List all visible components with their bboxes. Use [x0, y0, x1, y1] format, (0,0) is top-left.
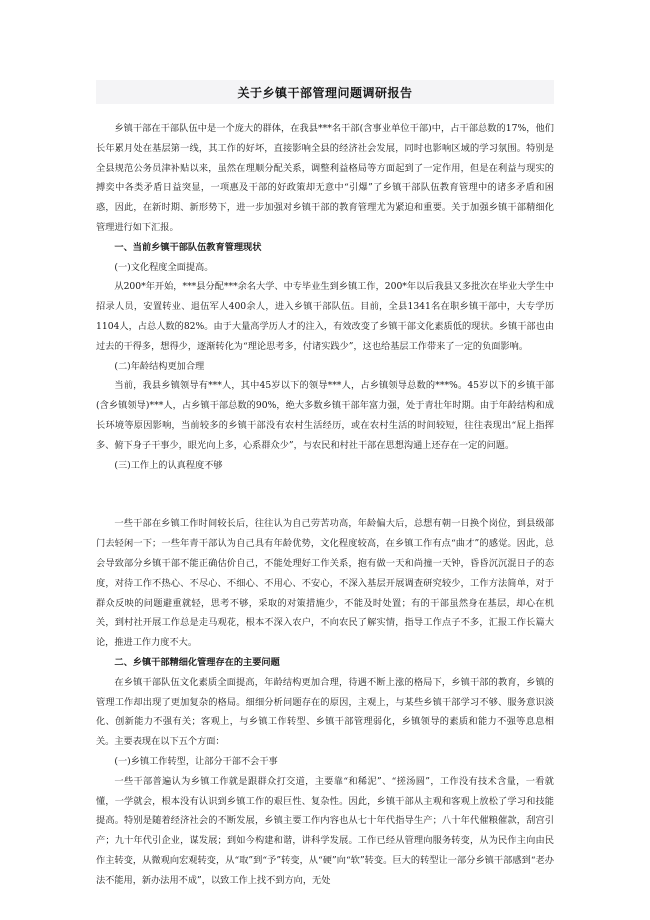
subheading-1-1: (一)文化程度全面提高。 [114, 261, 214, 273]
subheading-2-1: (一)乡镇工作转型，让部分干部不会干事 [114, 755, 278, 767]
section-heading-2: 二、乡镇干部精细化管理存在的主要问题 [114, 656, 280, 668]
subheading-1-2: (二)年龄结构更加合理 [114, 360, 205, 372]
body-paragraph: 一些干部普遍认为乡镇工作就是跟群众打交道，主要靠“和稀泥”、“搓汤圆”，工作没有技术含量，一看就懂，一学就会，根本没有认识到乡镇工作的艰巨性、复杂性。因此，乡镇干部从主观和客观上放松了学习和技能提高。特别是随着经济社会的不断发展，乡镇主要工作内容也从七十年代指导生产；八十年代催粮催款，刮宫引产；九十年代引企业，谋发展；到如今构建和谐，讲科学发展。工作已经从管理向服务转变，从为民作主向由民作主转变，从微观向宏观转变，从“取”到“予”转变，从“硬”向“软”转变。巨大的转型让一部分乡镇干部感到“老办法不能用，新办法用不成”，以致工作上找不到方向，无处 [96, 775, 554, 886]
document-title: 关于乡镇干部管理问题调研报告 [237, 85, 413, 100]
body-paragraph: 在乡镇干部队伍文化素质全面提高，年龄结构更加合理，待遇不断上涨的格局下，乡镇干部的教育，乡镇的管理工作却出现了更加复杂的格局。细细分析问题存在的原因，主观上，与某些乡镇干部学习不够、服务意识淡化、创新能力不强有关；客观上，与乡镇工作转型、乡镇干部管理弱化，乡镇领导的素质和能力不强等息息相关。主要表现在以下五个方面： [96, 676, 554, 748]
body-paragraph: 当前，我县乡镇领导有***人，其中45岁以下的领导***人，占乡镇领导总数的***%。45岁以下的乡镇干部(含乡镇领导)***人，占乡镇干部总数的90%，绝大多数乡镇干部年富力强，处于青壮年时期。由于年龄结构和成长环境等原因影响，当前较多的乡镇干部没有农村生活经历，或在农村生活的时间较短，往往表现出“屁上指挥多、俯下身子干事少，眼光向上多，心系群众少”，与农民和村社干部在思想沟通上还存在一定的问题。 [96, 380, 554, 451]
subheading-1-3: (三)工作上的认真程度不够 [114, 459, 223, 471]
blank-line [96, 475, 554, 514]
body-paragraph: 一些干部在乡镇工作时间较长后，往往认为自己劳苦功高，年龄偏大后，总想有朝一日换个岗位，到县级部门去轻闲一下；一些年青干部认为自己具有年龄优势，文化程度较高，在乡镇工作有点“曲才”的感觉。因此，总会导致部分乡镇干部不能正确估价自己，不能处理好工作关系，抱有做一天和尚撞一天钟，昏昏沉沉混日子的态度，对待工作不热心、不尽心、不细心、不用心、不安心，不深入基层开展调查研究较少，工作方法简单，对于群众反映的问题避重就轻，思考不够，采取的对策措施少，不能及时处置；有的干部虽然身在基层，却心在机关，到村社开展工作总是走马观花，根本不深入农户，不向农民了解实情，指导工作点子不多，汇报工作长篇大论，推进工作力度不大。 [96, 518, 554, 649]
section-heading-1: 一、当前乡镇干部队伍教育管理现状 [114, 241, 262, 253]
body-paragraph: 从200*年开始，***县分配***余名大学、中专毕业生到乡镇工作，200*年以后我县又多批次在毕业大学生中招录人员，安置转业、退伍军人400余人，进入乡镇干部队伍。目前，全县1341名在职乡镇干部中，大专学历1104人，占总人数的82%。由于大量高学历人才的注入，有效改变了乡镇干部文化素质低的现状。乡镇干部也由过去的干得多，想得少，逐渐转化为“理论思考多，付诸实践少”，这也给基层工作带来了一定的负面影响。 [96, 281, 554, 352]
document-body [96, 119, 554, 890]
intro-paragraph: 乡镇干部在干部队伍中是一个庞大的群体，在我县***名干部(含事业单位干部)中，占干部总数的17%，他们长年累月处在基层第一线，其工作的好坏，直接影响全县的经济社会发展，同时也影响区域的学习氛围。特别是全县规范公务员津补贴以来，虽然在理顺分配关系，调整利益格局等方面起到了一定作用，但是在利益与现实的搏奕中各类矛盾日益突显，一项惠及干部的好政策却无意中“引爆”了乡镇干部队伍教育管理中的诸多矛盾和困惑，因此，在新时期、新形势下，进一步加强对乡镇干部的教育管理尤为紧迫和重要。关于加强乡镇干部精细化管理进行如下汇报。 [96, 123, 554, 233]
title-bar [96, 80, 554, 104]
